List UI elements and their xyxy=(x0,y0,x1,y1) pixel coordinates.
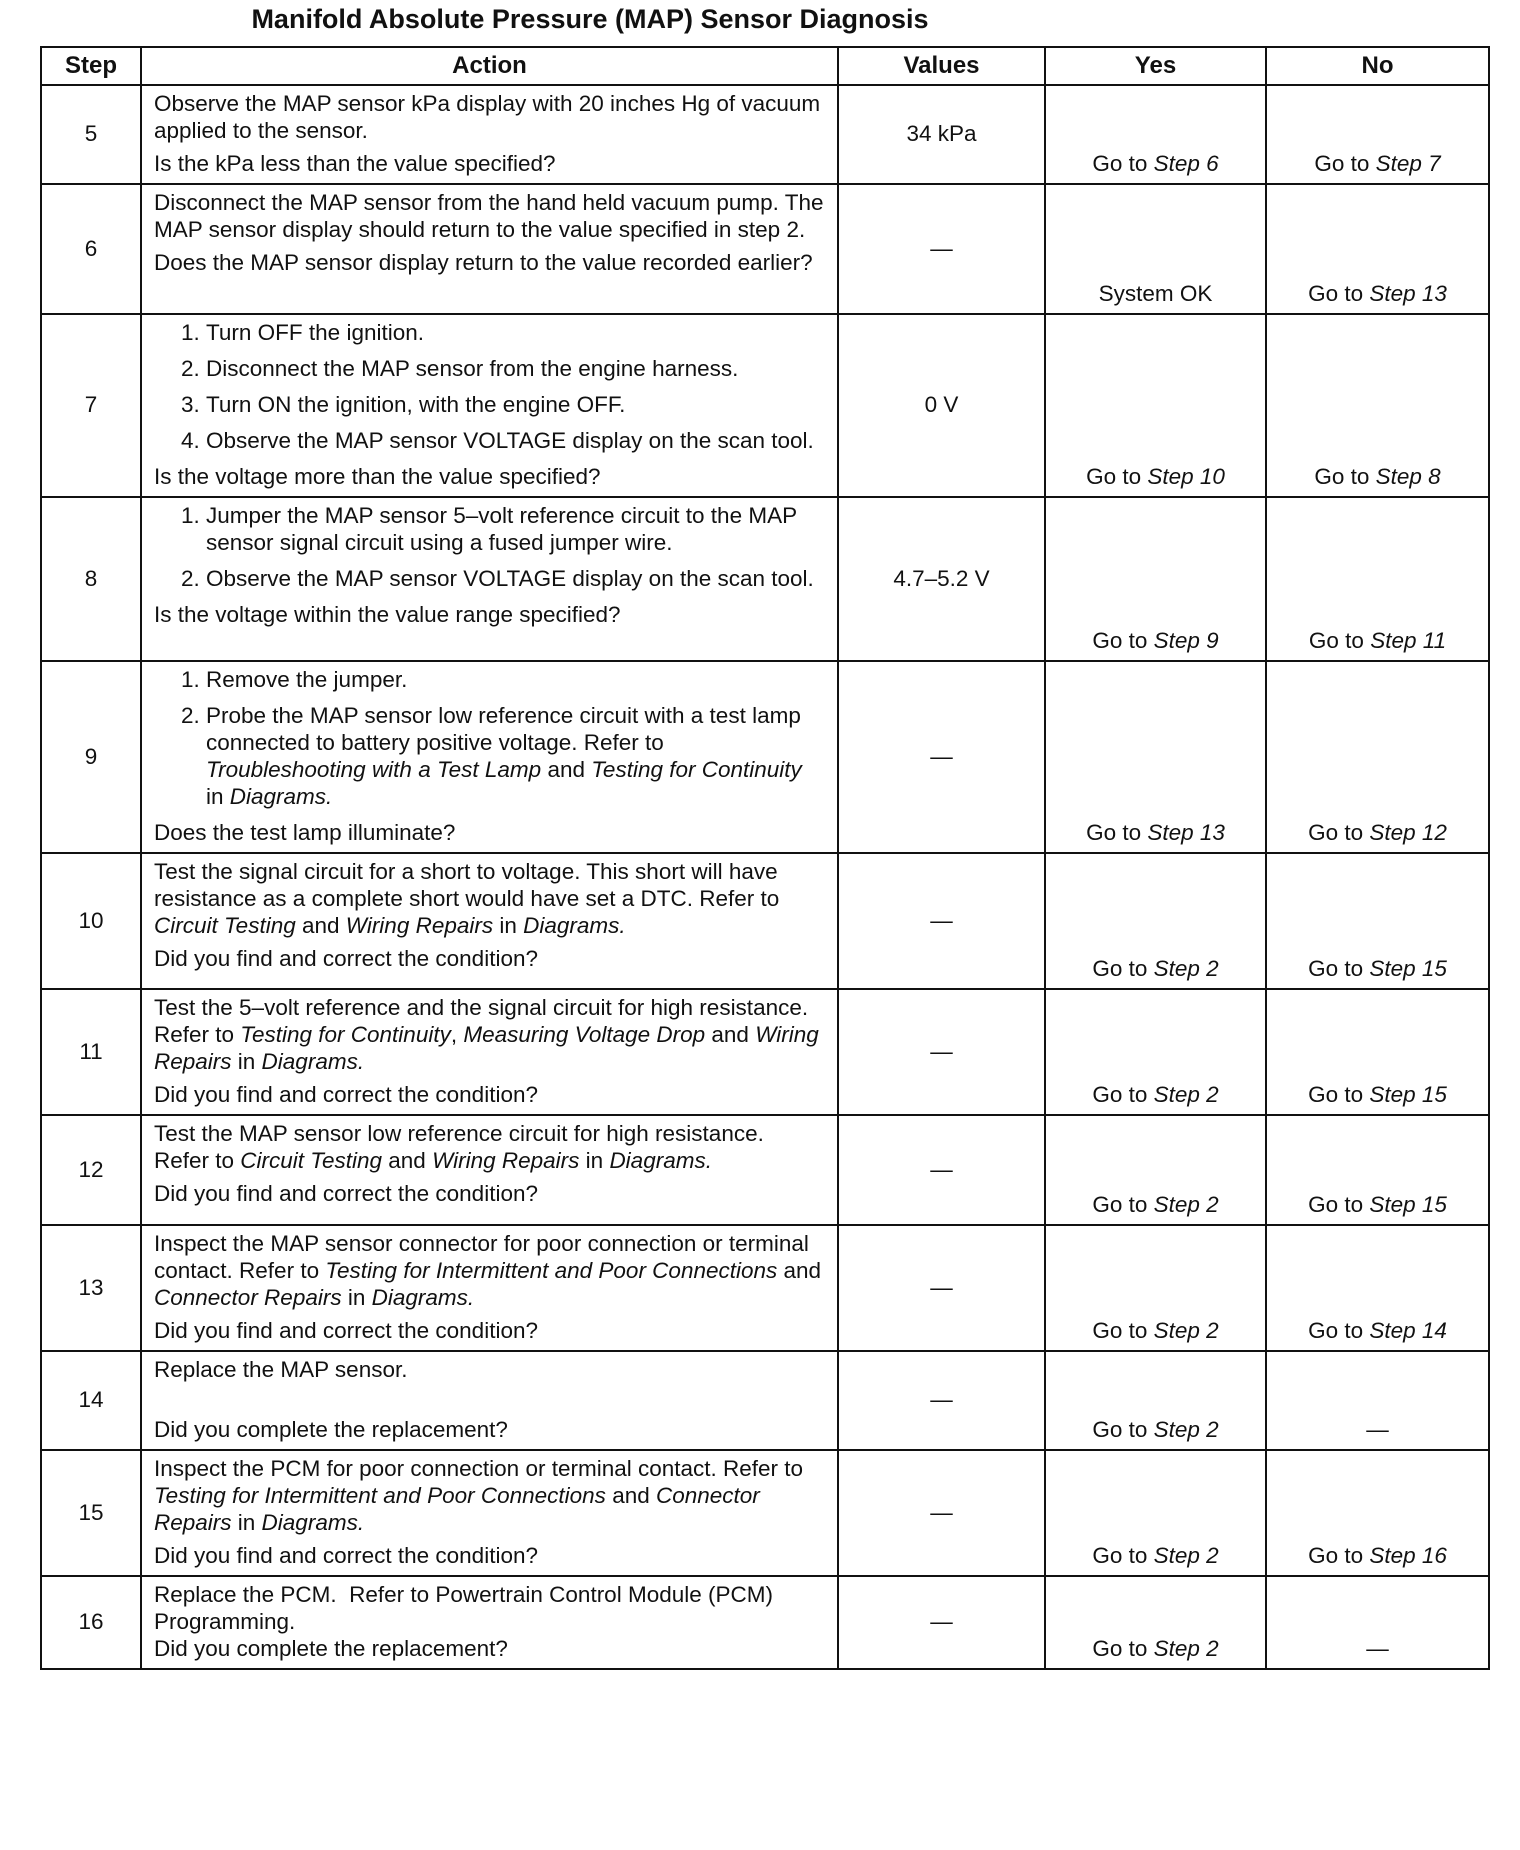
action-cell: Replace the PCM. Refer to Powertrain Control Module (PCM) Programming. Did you complete the replacement? xyxy=(141,1576,838,1669)
action-cell: Test the 5–volt reference and the signal circuit for high resistance. Refer to Testing for Continuity, Measuring Voltage Drop and Wiring Repairs in Diagrams. Did you find and correct the condition? xyxy=(141,989,838,1115)
header-action: Action xyxy=(141,47,838,85)
step-cell: 12 xyxy=(41,1115,141,1225)
step-cell: 6 xyxy=(41,184,141,314)
header-no: No xyxy=(1266,47,1489,85)
no-cell: Go to Step 15 xyxy=(1266,1115,1489,1225)
table-row xyxy=(41,1225,1489,1351)
action-cell: Inspect the MAP sensor connector for poor connection or terminal contact. Refer to Testing for Intermittent and Poor Connections and Connector Repairs in Diagrams. Did you find and correct the condition? xyxy=(141,1225,838,1351)
values-cell: — xyxy=(838,184,1045,314)
table-row xyxy=(41,184,1489,314)
table-row xyxy=(41,314,1489,497)
yes-cell: Go to Step 2 xyxy=(1045,1225,1266,1351)
table-header-row xyxy=(41,47,1489,85)
no-cell: Go to Step 11 xyxy=(1266,497,1489,661)
header-values: Values xyxy=(838,47,1045,85)
page-title: Manifold Absolute Pressure (MAP) Sensor Diagnosis xyxy=(251,4,929,34)
yes-cell: Go to Step 9 xyxy=(1045,497,1266,661)
values-cell: — xyxy=(838,853,1045,989)
yes-cell: Go to Step 13 xyxy=(1045,661,1266,853)
values-cell: — xyxy=(838,661,1045,853)
action-cell: Replace the MAP sensor. Did you complete the replacement? xyxy=(141,1351,838,1450)
step-cell: 8 xyxy=(41,497,141,661)
yes-cell: System OK xyxy=(1045,184,1266,314)
action-cell: Disconnect the MAP sensor from the hand held vacuum pump. The MAP sensor display should return to the value specified in step 2. Does the MAP sensor display return to the value recorded earlier? xyxy=(141,184,838,314)
step-cell: 16 xyxy=(41,1576,141,1669)
action-cell: Observe the MAP sensor kPa display with 20 inches Hg of vacuum applied to the sensor. Is the kPa less than the value specified? xyxy=(141,85,838,184)
action-cell: 1. Turn OFF the ignition. 2. Disconnect the MAP sensor from the engine harness. 3. Turn ON the ignition, with the engine OFF. 4. Observe the MAP sensor VOLTAGE display on the scan tool. Is the voltage more than the value specified? xyxy=(141,314,838,497)
no-cell: Go to Step 14 xyxy=(1266,1225,1489,1351)
yes-cell: Go to Step 2 xyxy=(1045,1576,1266,1669)
table-body xyxy=(41,85,1489,1669)
yes-cell: Go to Step 2 xyxy=(1045,1351,1266,1450)
table-row xyxy=(41,1450,1489,1576)
step-cell: 15 xyxy=(41,1450,141,1576)
table-row xyxy=(41,853,1489,989)
step-cell: 11 xyxy=(41,989,141,1115)
yes-cell: Go to Step 6 xyxy=(1045,85,1266,184)
no-cell: Go to Step 16 xyxy=(1266,1450,1489,1576)
action-cell: Test the signal circuit for a short to voltage. This short will have resistance as a complete short would have set a DTC. Refer to Circuit Testing and Wiring Repairs in Diagrams. Did you find and correct the condition? xyxy=(141,853,838,989)
step-cell: 5 xyxy=(41,85,141,184)
yes-cell: Go to Step 2 xyxy=(1045,989,1266,1115)
yes-cell: Go to Step 2 xyxy=(1045,853,1266,989)
values-cell: — xyxy=(838,1351,1045,1450)
table-row xyxy=(41,661,1489,853)
no-cell: Go to Step 7 xyxy=(1266,85,1489,184)
action-cell: 1. Jumper the MAP sensor 5–volt reference circuit to the MAP sensor signal circuit using a fused jumper wire. 2. Observe the MAP sensor VOLTAGE display on the scan tool. Is the voltage within the value range specified? xyxy=(141,497,838,661)
yes-cell: Go to Step 2 xyxy=(1045,1115,1266,1225)
no-cell: Go to Step 13 xyxy=(1266,184,1489,314)
yes-cell: Go to Step 2 xyxy=(1045,1450,1266,1576)
values-cell: 34 kPa xyxy=(838,85,1045,184)
action-cell: Test the MAP sensor low reference circuit for high resistance. Refer to Circuit Testing and Wiring Repairs in Diagrams. Did you find and correct the condition? xyxy=(141,1115,838,1225)
values-cell: 0 V xyxy=(838,314,1045,497)
step-cell: 13 xyxy=(41,1225,141,1351)
header-step: Step xyxy=(41,47,141,85)
values-cell: — xyxy=(838,1576,1045,1669)
values-cell: — xyxy=(838,1225,1045,1351)
no-cell: — xyxy=(1266,1576,1489,1669)
step-cell: 14 xyxy=(41,1351,141,1450)
step-cell: 7 xyxy=(41,314,141,497)
no-cell: Go to Step 15 xyxy=(1266,853,1489,989)
values-cell: — xyxy=(838,1115,1045,1225)
no-cell: Go to Step 8 xyxy=(1266,314,1489,497)
table-row xyxy=(41,497,1489,661)
no-cell: Go to Step 15 xyxy=(1266,989,1489,1115)
table-row xyxy=(41,1115,1489,1225)
action-cell: Inspect the PCM for poor connection or terminal contact. Refer to Testing for Intermittent and Poor Connections and Connector Repairs in Diagrams. Did you find and correct the condition? xyxy=(141,1450,838,1576)
header-yes: Yes xyxy=(1045,47,1266,85)
table-row xyxy=(41,85,1489,184)
table-row xyxy=(41,989,1489,1115)
values-cell: — xyxy=(838,1450,1045,1576)
no-cell: — xyxy=(1266,1351,1489,1450)
diagnosis-table xyxy=(40,46,1490,1670)
no-cell: Go to Step 12 xyxy=(1266,661,1489,853)
action-cell: 1. Remove the jumper. 2. Probe the MAP sensor low reference circuit with a test lamp connected to battery positive voltage. Refer to Troubleshooting with a Test Lamp and Testing for Continuity in Diagrams. Does the test lamp illuminate? xyxy=(141,661,838,853)
yes-cell: Go to Step 10 xyxy=(1045,314,1266,497)
step-cell: 10 xyxy=(41,853,141,989)
table-row xyxy=(41,1576,1489,1669)
step-cell: 9 xyxy=(41,661,141,853)
values-cell: — xyxy=(838,989,1045,1115)
values-cell: 4.7–5.2 V xyxy=(838,497,1045,661)
table-row xyxy=(41,1351,1489,1450)
